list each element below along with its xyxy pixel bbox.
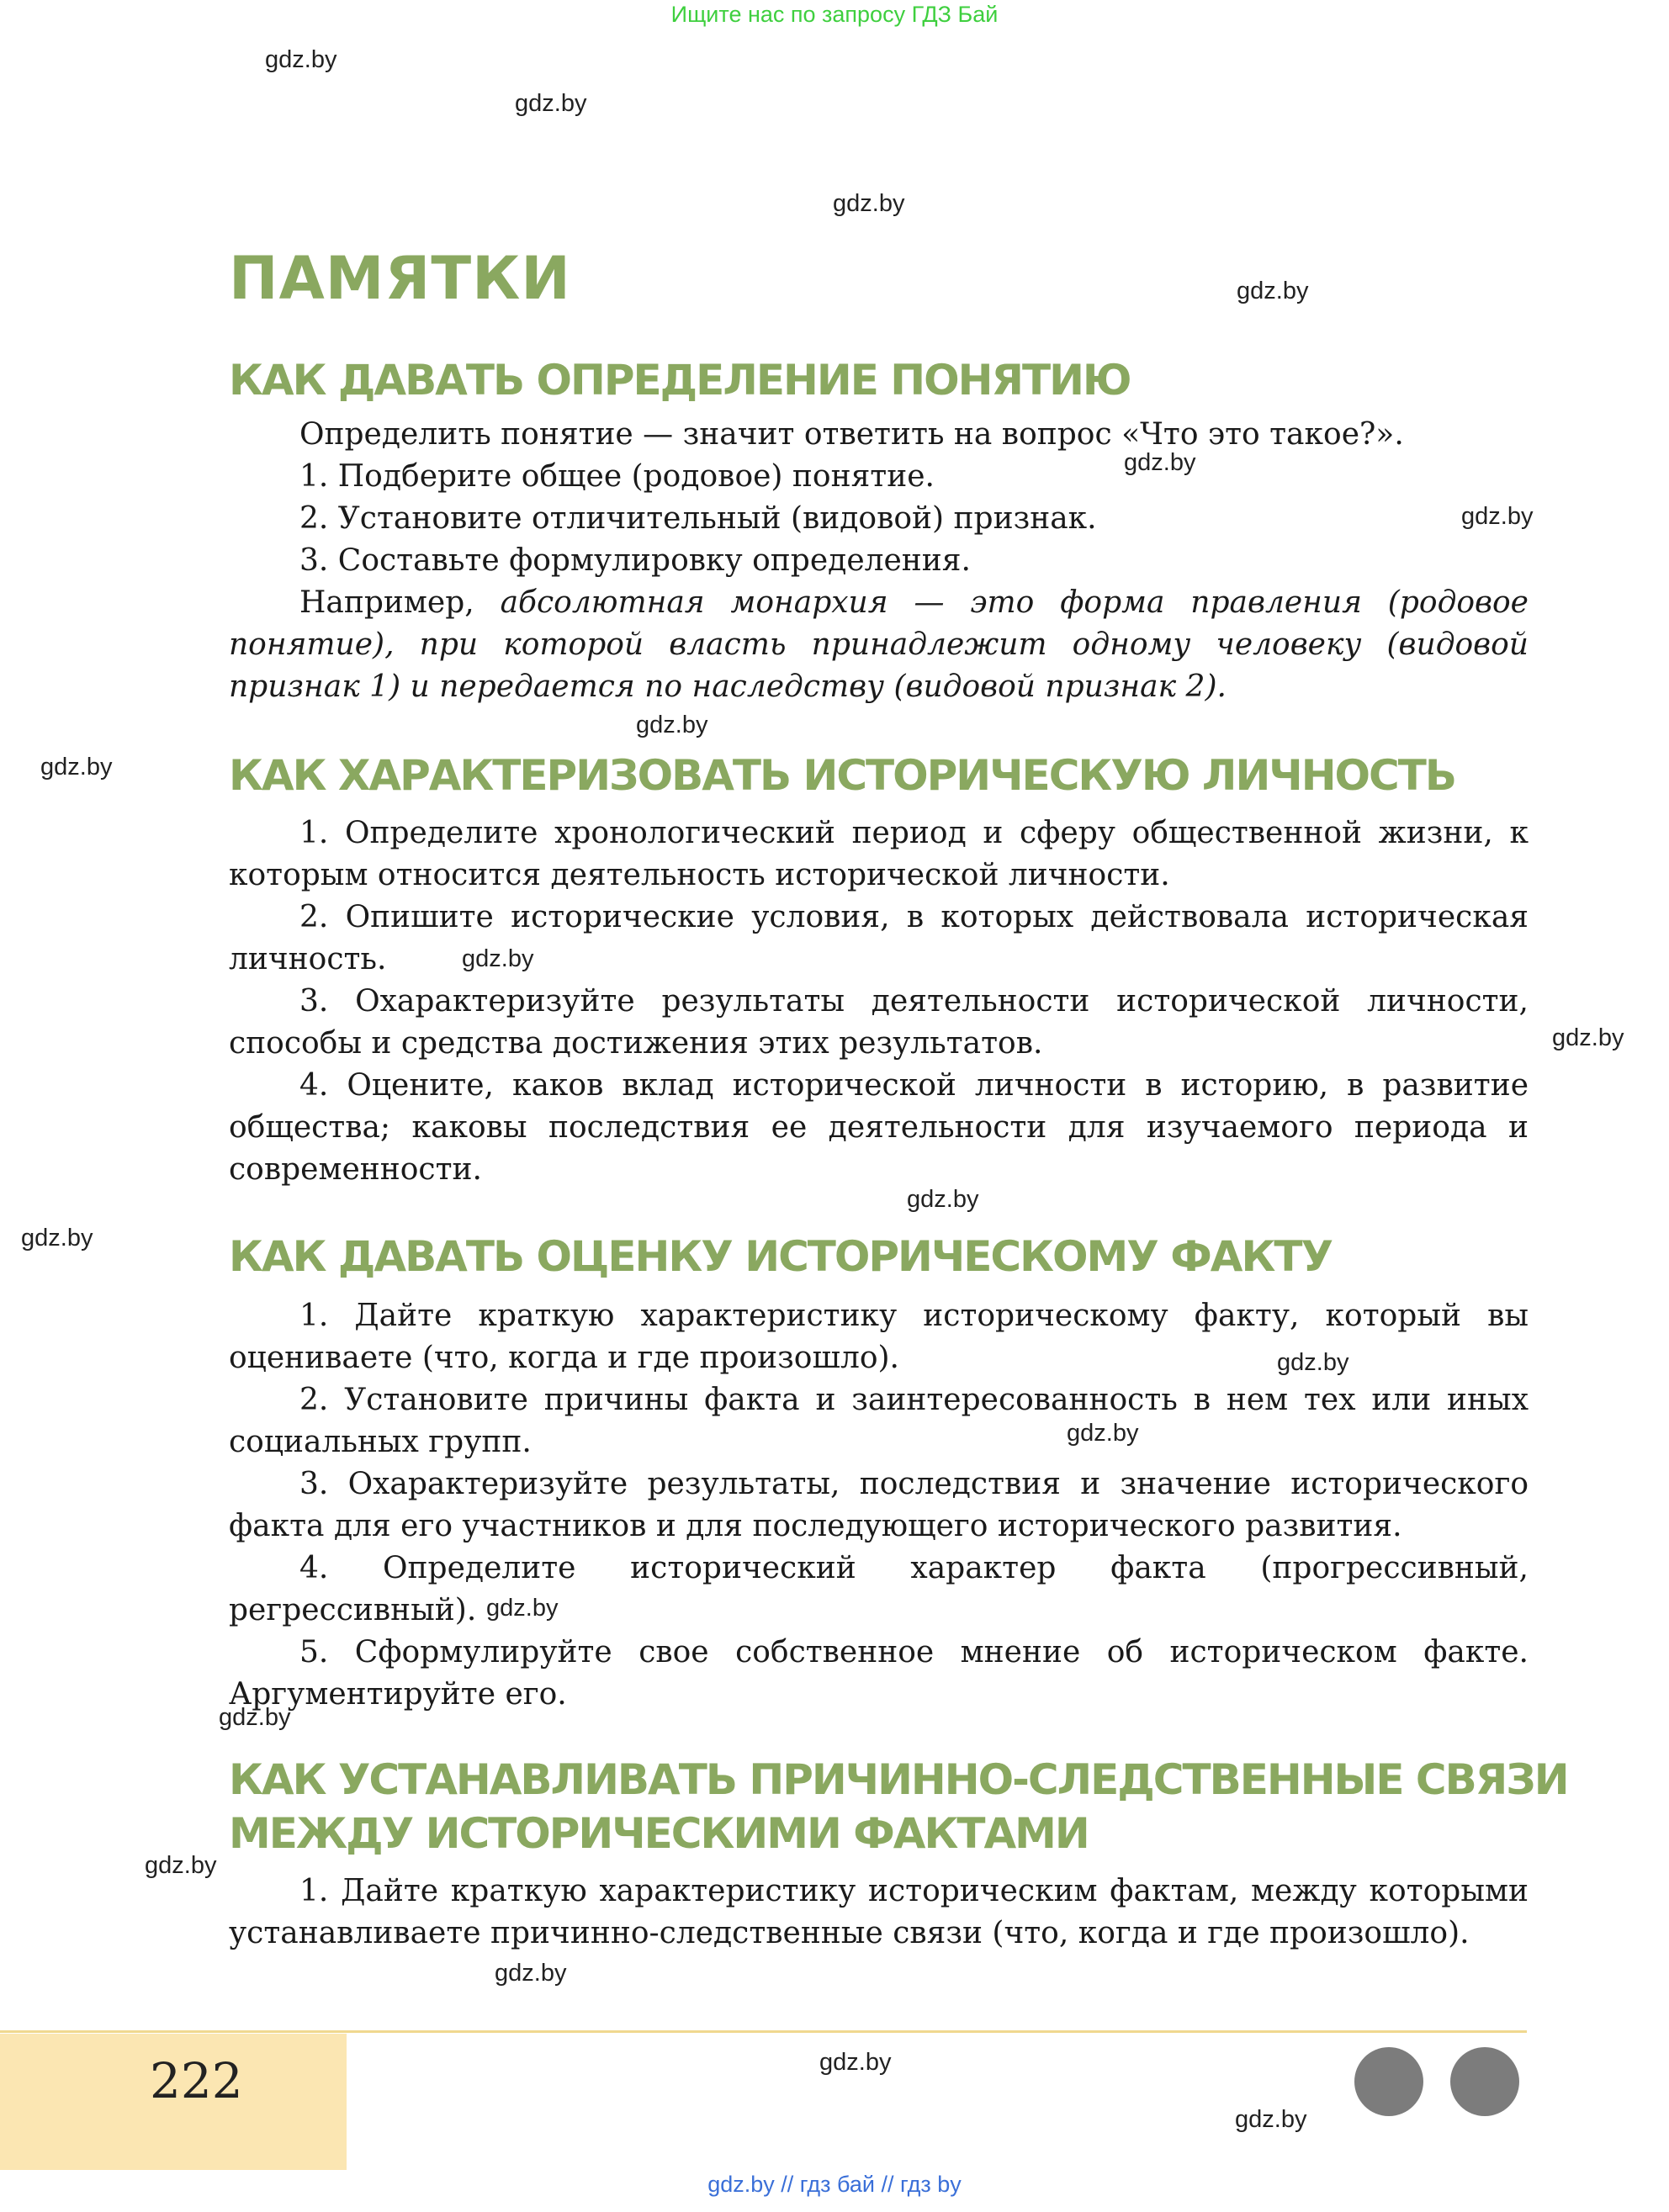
list-item: 4. Оцените, каков вклад исторической личности в историю, в развитие общества; каковы последствия ее деятельности для изучаемого периода и современности. [229,1068,1529,1187]
list-item: 3. Охарактеризуйте результаты, последствия и значение исторического факта для его участников и для последующего исторического развития. [229,1467,1529,1543]
watermark: gdz.by [1124,449,1196,476]
example-lead: Например, [299,585,474,620]
section-heading-fact: КАК ДАВАТЬ ОЦЕНКУ ИСТОРИЧЕСКОМУ ФАКТУ [229,1232,1333,1281]
list-item: 1. Дайте краткую характеристику историческому факту, который вы оцениваете (что, когда и где произошло). [229,1299,1529,1375]
page-number: 222 [150,2052,243,2109]
watermark: gdz.by [486,1595,559,1622]
section-body-fact [229,1295,1529,1716]
list-item: 3. Составьте формулировку определения. [299,543,971,578]
section-heading-definition: КАК ДАВАТЬ ОПРЕДЕЛЕНИЕ ПОНЯТИЮ [229,356,1131,405]
section-body-causal [229,1871,1529,1955]
decorative-circle-icon [1450,2047,1519,2116]
example-paragraph [229,582,1529,708]
section-body-personality [229,812,1529,1191]
list-item: 2. Установите причины факта и заинтересованность в нем тех или иных социальных групп. [229,1383,1529,1459]
watermark: gdz.by [40,754,113,781]
watermark: gdz.by [265,46,337,73]
list-item: 4. Определите исторический характер факта (прогрессивный, регрессивный). [229,1551,1529,1627]
watermark: gdz.by [636,712,708,738]
section-heading-causal-line1: КАК УСТАНАВЛИВАТЬ ПРИЧИННО-СЛЕДСТВЕННЫЕ СВЯЗИ [229,1755,1568,1804]
decorative-circle-icon [1354,2047,1423,2116]
example-text: абсолютная монархия — это форма правления (родовое понятие), при которой власть принадлежит одному человеку (видовой признак 1) и передается по наследству (видовой признак 2). [229,585,1529,704]
paragraph: Определить понятие — значит ответить на вопрос «Что это такое?». [299,417,1404,452]
section-body-definition [229,414,1529,708]
list-item: 5. Сформулируйте свое собственное мнение об историческом факте. Аргументируйте его. [229,1635,1529,1712]
list-item: 3. Охарактеризуйте результаты деятельности исторической личности, способы и средства достижения этих результатов. [229,984,1529,1061]
list-item: 1. Определите хронологический период и сферу общественной жизни, к которым относится деятельность исторической личности. [229,816,1529,892]
watermark: gdz.by [1237,278,1309,304]
watermark: gdz.by [515,90,587,117]
top-banner[interactable]: Ищите нас по запросу ГДЗ Бай [670,2,999,27]
bottom-links[interactable]: gdz.by // гдз бай // гдз by [707,2172,962,2197]
watermark: gdz.by [219,1704,291,1731]
watermark: gdz.by [1461,503,1534,530]
list-item: 2. Установите отличительный (видовой) признак. [299,501,1097,536]
watermark: gdz.by [1552,1024,1624,1051]
footer-divider [0,2030,1527,2033]
watermark: gdz.by [462,945,534,972]
watermark: gdz.by [495,1960,567,1987]
watermark: gdz.by [833,190,905,217]
page-title: ПАМЯТКИ [229,244,571,313]
watermark: gdz.by [819,2049,892,2076]
watermark: gdz.by [21,1225,93,1252]
list-item: 1. Подберите общее (родовое) понятие. [299,459,935,494]
section-heading-personality: КАК ХАРАКТЕРИЗОВАТЬ ИСТОРИЧЕСКУЮ ЛИЧНОСТЬ [229,751,1455,800]
watermark: gdz.by [1067,1420,1139,1447]
watermark: gdz.by [907,1186,979,1213]
watermark: gdz.by [1235,2106,1307,2133]
section-heading-causal-line2: МЕЖДУ ИСТОРИЧЕСКИМИ ФАКТАМИ [229,1809,1089,1858]
list-item: 1. Дайте краткую характеристику историческим фактам, между которыми устанавливаете причинно-следственные связи (что, когда и где произошло). [229,1874,1529,1950]
watermark: gdz.by [145,1852,217,1879]
list-item: 2. Опишите исторические условия, в которых действовала историческая личность. [229,900,1529,976]
watermark: gdz.by [1277,1349,1349,1376]
